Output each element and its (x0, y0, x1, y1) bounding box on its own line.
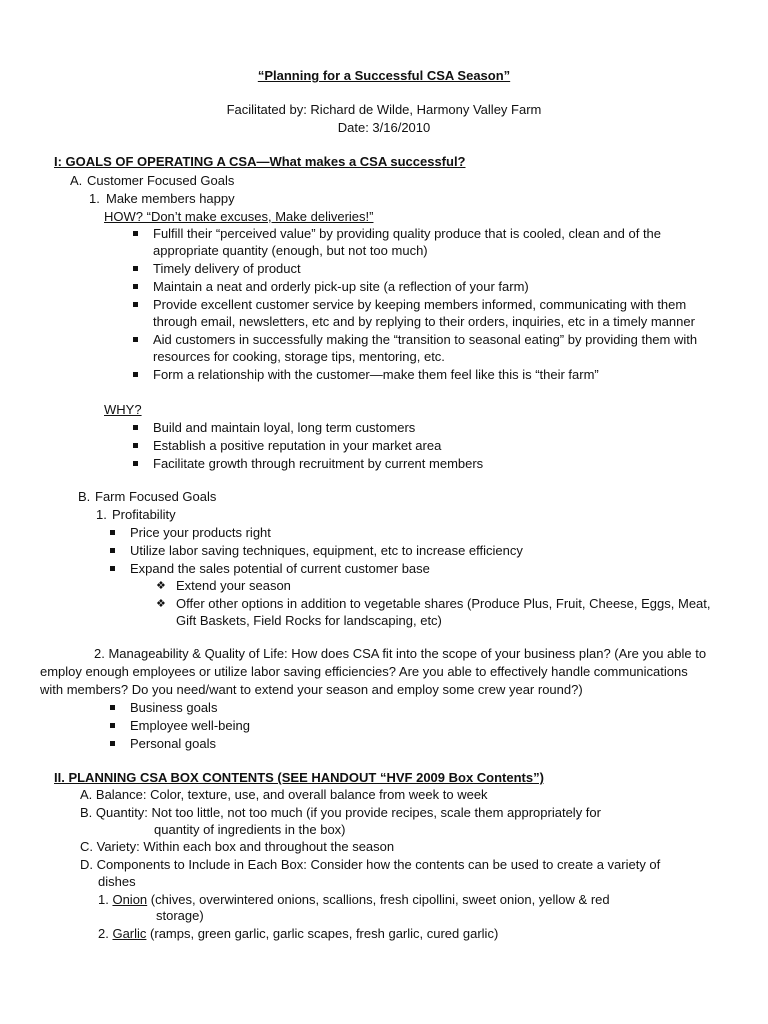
document-title: “Planning for a Successful CSA Season” (257, 68, 511, 83)
b1-sub-text: Extend your season (176, 578, 291, 593)
section2-item: C. Variety: Within each box and throughout the season (80, 839, 395, 854)
how-bullet-text: Timely delivery of product (153, 261, 301, 276)
onion-cont: storage) (156, 908, 204, 923)
section2-item-cont: dishes (98, 874, 136, 889)
how-bullet-text: Provide excellent customer service by keeping members informed, communicating with them (153, 297, 687, 312)
onion-detail: (chives, overwintered onions, scallions, fresh cipollini, sweet onion, yellow & red (147, 892, 610, 907)
item-b-title: Farm Focused Goals (95, 489, 217, 504)
bullet-square (133, 425, 138, 430)
bullet-square (110, 530, 115, 535)
section2-item: D. Components to Include in Each Box: Consider how the contents can be used to create a variety of (80, 857, 661, 872)
date-line: Date: 3/16/2010 (337, 120, 431, 135)
b1-sub-text: Offer other options in addition to vegetable shares (Produce Plus, Fruit, Cheese, Eggs, Meat, (176, 596, 711, 611)
item-a1-title: Make members happy (106, 191, 235, 206)
b1-bullet-text: Expand the sales potential of current customer base (130, 561, 430, 576)
how-bullet-text: Form a relationship with the customer—make them feel like this is “their farm” (153, 367, 599, 382)
bullet-square (133, 461, 138, 466)
item-a-title: Customer Focused Goals (87, 173, 235, 188)
section2-heading: II. PLANNING CSA BOX CONTENTS (SEE HANDOUT “HVF 2009 Box Contents”) (54, 770, 544, 785)
bullet-square (133, 266, 138, 271)
how-bullet-cont: appropriate quantity (enough, but not too much) (153, 243, 428, 258)
b1-bullet-text: Price your products right (130, 525, 271, 540)
how-bullet-text: Maintain a neat and orderly pick-up site (a reflection of your farm) (153, 279, 529, 294)
bullet-square (133, 443, 138, 448)
b2-paragraph-line: 2. Manageability & Quality of Life: How does CSA fit into the scope of your business plan? (Are you able to (94, 646, 707, 661)
why-bullet-text: Build and maintain loyal, long term customers (153, 420, 416, 435)
item-b1-title: Profitability (112, 507, 176, 522)
section2-item: B. Quantity: Not too little, not too much (if you provide recipes, scale them appropriately for (80, 805, 601, 820)
b1-bullet-text: Utilize labor saving techniques, equipment, etc to increase efficiency (130, 543, 523, 558)
how-bullet-cont: resources for cooking, storage tips, mentoring, etc. (153, 349, 445, 364)
item-b1-label: 1. (96, 507, 107, 522)
b2-bullet-text: Personal goals (130, 736, 216, 751)
bullet-square (110, 723, 115, 728)
section2-item: A. Balance: Color, texture, use, and overall balance from week to week (80, 787, 488, 802)
garlic-word: Garlic (112, 926, 147, 941)
b2-paragraph-line: employ enough employees or utilize labor saving efficiencies? Are you able to effectively handle communications (40, 664, 688, 679)
how-bullet-text: Fulfill their “perceived value” by providing quality produce that is cooled, clean and of the (153, 226, 662, 241)
garlic-detail: (ramps, green garlic, garlic scapes, fresh garlic, cured garlic) (146, 926, 499, 941)
garlic-line (98, 925, 498, 943)
bullet-square (133, 372, 138, 377)
b1-sub-cont: Gift Baskets, Field Rocks for landscaping, etc) (176, 613, 442, 628)
bullet-square (133, 337, 138, 342)
item-b-label: B. (78, 489, 91, 504)
b2-bullet-text: Employee well-being (130, 718, 250, 733)
bullet-square (110, 566, 115, 571)
how-bullet-text: Aid customers in successfully making the “transition to seasonal eating” by providing them with (153, 332, 698, 347)
item-a-label: A. (70, 173, 83, 188)
onion-number: 1. (98, 892, 109, 907)
bullet-square (133, 284, 138, 289)
bullet-square (133, 302, 138, 307)
how-bullet-cont: through email, newsletters, etc and by replying to their orders, inquiries, etc in a timely manner (153, 314, 695, 329)
onion-word: Onion (112, 892, 148, 907)
bullet-square (133, 231, 138, 236)
bullet-square (110, 741, 115, 746)
why-bullet-text: Facilitate growth through recruitment by current members (153, 456, 484, 471)
why-bullet-text: Establish a positive reputation in your market area (153, 438, 442, 453)
bullet-square (110, 548, 115, 553)
facilitator-line: Facilitated by: Richard de Wilde, Harmony Valley Farm (226, 102, 542, 117)
section1-heading: I: GOALS OF OPERATING A CSA—What makes a CSA successful? (54, 154, 466, 169)
garlic-number: 2. (98, 926, 109, 941)
b2-bullet-text: Business goals (130, 700, 218, 715)
item-a1-label: 1. (89, 191, 100, 206)
why-label: WHY? (104, 402, 142, 417)
b2-paragraph-line: with members? Do you need/want to extend your season and employ some crew year round?) (40, 682, 583, 697)
diamond-bullet-icon: ❖ (156, 580, 166, 592)
section2-item-cont: quantity of ingredients in the box) (154, 822, 346, 837)
diamond-bullet-icon: ❖ (156, 598, 166, 610)
how-line: HOW? “Don’t make excuses, Make deliveries!” (104, 209, 374, 224)
bullet-square (110, 705, 115, 710)
